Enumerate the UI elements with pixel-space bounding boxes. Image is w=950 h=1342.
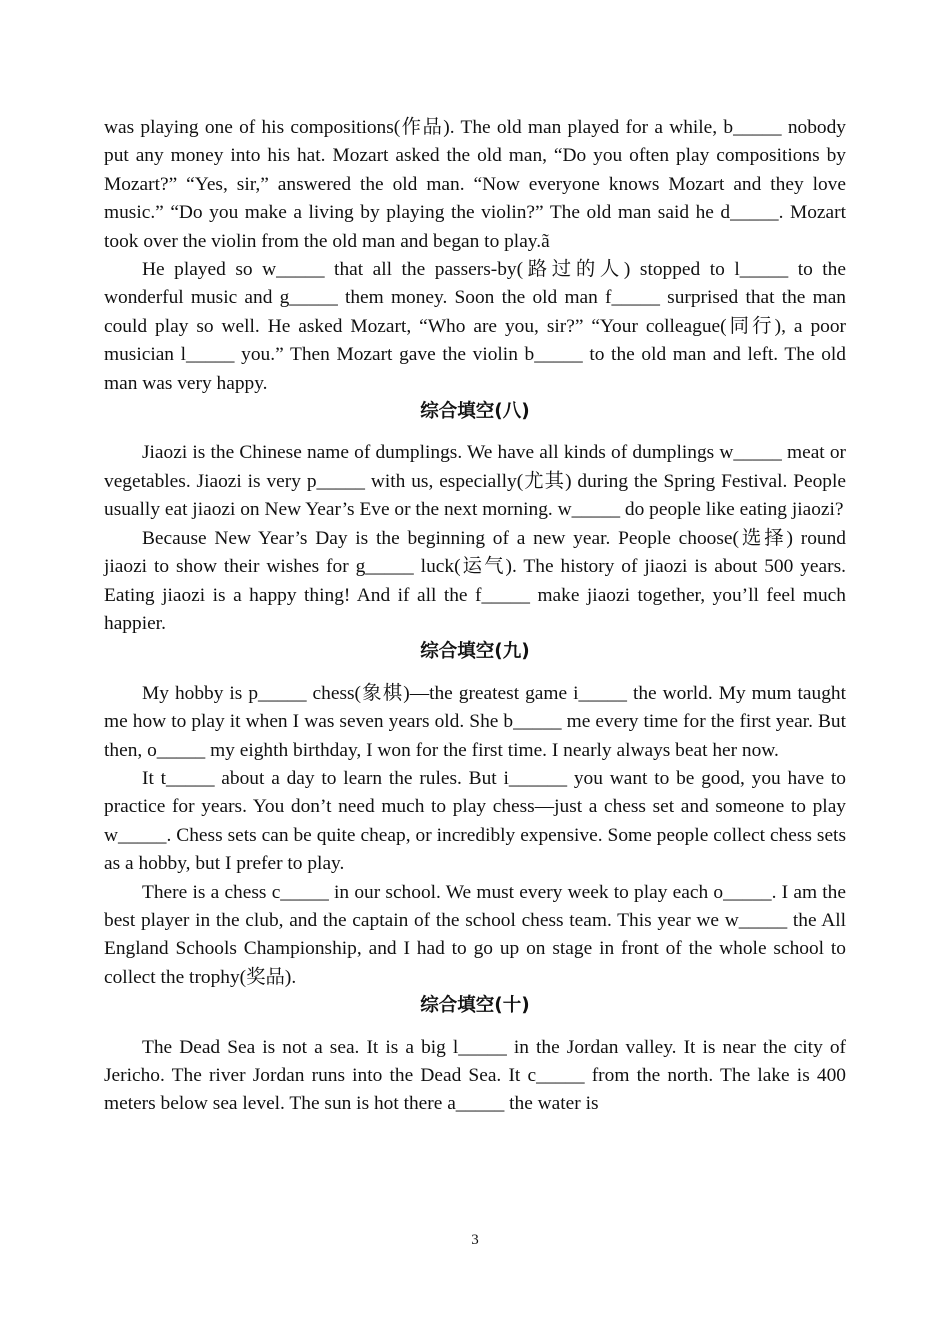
paragraph: There is a chess c_____ in our school. We must every week to play each o_____. I am the best player in the club, and the captain of the school chess team. This year we w_____ the All England Schools Championship, and I had to go up on stage in front of the whole school to collect the trophy(奖品). [104,881,846,988]
document-page [104,114,846,1119]
paragraph: Because New Year’s Day is the beginning of a new year. People choose(选择) round jiaozi to show their wishes for g_____ luck(运气). The history of jiaozi is about 500 years. Eating jiaozi is a happy thing! And if all the f_____ make jiaozi together, you’ll feel much happier. [104,527,846,634]
paragraph: It t_____ about a day to learn the rules. But i______ you want to be good, you have to practice for years. You don’t need much to play chess—just a chess set and someone to play w_____. Chess sets can be quite cheap, or incredibly expensive. Some people collect chess sets as a hobby, but I prefer to play. [104,767,846,875]
paragraph: He played so w_____ that all the passers-by(路过的人) stopped to l_____ to the wonderful music and g_____ them money. Soon the old man f_____ surprised that the man could play so well. He asked Mozart, “Who are you, sir?” “Your colleague(同行), a poor musician l_____ you.” Then Mozart gave the violin b_____ to the old man and left. The old man was very happy. [104,259,846,394]
section-title: 综合填空(八) [420,401,530,423]
page-number: 3 [471,1232,479,1248]
paragraph: was playing one of his compositions(作品). The old man played for a while, b_____ nobody put any money into his hat. Mozart asked the old man, “Do you often play compositions by Mozart?” “Yes, sir,” answered the old man. “Now everyone knows Mozart and they love music.” “Do you make a living by playing the violin?” The old man said he d_____. Mozart took over the violin from the old man and began to play.ã [104,117,846,252]
paragraph: My hobby is p_____ chess(象棋)—the greatest game i_____ the world. My mum taught me how to play it when I was seven years old. She b_____ me every time for the first year. But then, o_____ my eighth birthday, I won for the first time. I nearly always beat her now. [104,682,846,761]
section-title: 综合填空(九) [420,641,530,663]
section-title: 综合填空(十) [420,995,530,1017]
paragraph: Jiaozi is the Chinese name of dumplings. We have all kinds of dumplings w_____ meat or vegetables. Jiaozi is very p_____ with us, especially(尤其) during the Spring Festival. People usually eat jiaozi on New Year’s Eve or the next morning. w_____ do people like eating jiaozi? [104,442,846,521]
paragraph: The Dead Sea is not a sea. It is a big l_____ in the Jordan valley. It is near the city of Jericho. The river Jordan runs into the Dead Sea. It c_____ from the north. The lake is 400 meters below sea level. The sun is hot there a_____ the water is [104,1036,846,1115]
